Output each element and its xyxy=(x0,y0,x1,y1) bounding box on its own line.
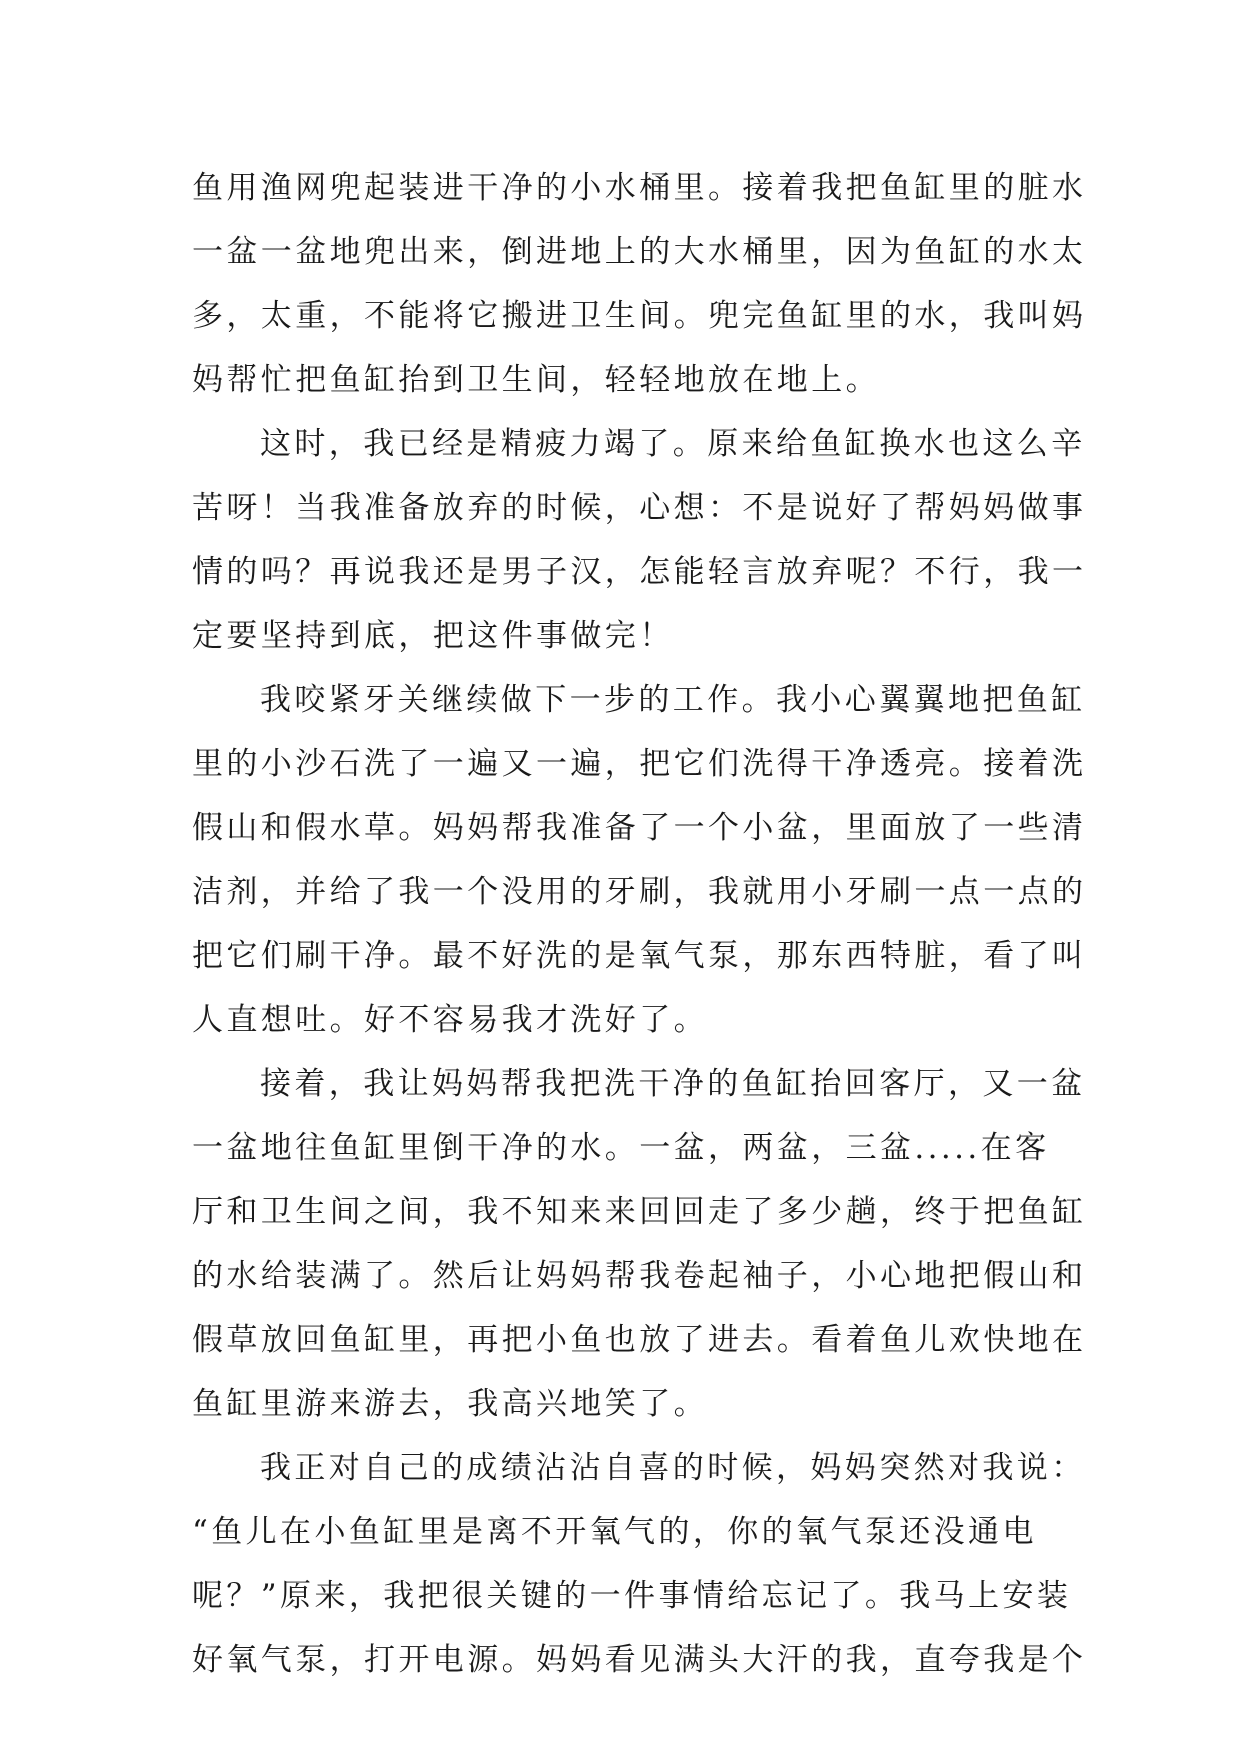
paragraph-first-line: 这时，我已经是精疲力竭了。原来给鱼缸换水也这么辛 xyxy=(260,426,1086,462)
text-line: 呢？”原来，我把很关键的一件事情给忘记了。我马上安装 xyxy=(192,1578,1072,1614)
text-line: 定要坚持到底，把这件事做完！ xyxy=(192,618,674,654)
text-line: 苦呀！当我准备放弃的时候，心想：不是说好了帮妈妈做事 xyxy=(192,490,1087,526)
text-line: 鱼缸里游来游去，我高兴地笑了。 xyxy=(192,1386,708,1422)
paragraph-first-line: 我咬紧牙关继续做下一步的工作。我小心翼翼地把鱼缸 xyxy=(260,682,1086,718)
text-line: “鱼儿在小鱼缸里是离不开氧气的，你的氧气泵还没通电 xyxy=(192,1514,1037,1550)
text-line: 好氧气泵，打开电源。妈妈看见满头大汗的我，直夸我是个 xyxy=(192,1642,1087,1678)
text-line: 情的吗？再说我还是男子汉，怎能轻言放弃呢？不行，我一 xyxy=(192,554,1087,590)
text-line: 假草放回鱼缸里，再把小鱼也放了进去。看着鱼儿欢快地在 xyxy=(192,1322,1087,1358)
text-line: 鱼用渔网兜起装进干净的小水桶里。接着我把鱼缸里的脏水 xyxy=(192,170,1087,206)
text-line: 妈帮忙把鱼缸抬到卫生间，轻轻地放在地上。 xyxy=(192,362,880,398)
essay-body xyxy=(192,156,1087,1692)
text-line: 一盆地往鱼缸里倒干净的水。一盆，两盆，三盆.....在客 xyxy=(192,1130,1050,1166)
paragraph-first-line: 我正对自己的成绩沾沾自喜的时候，妈妈突然对我说： xyxy=(260,1450,1086,1486)
text-line: 厅和卫生间之间，我不知来来回回走了多少趟，终于把鱼缸 xyxy=(192,1194,1087,1230)
paragraph-first-line: 接着，我让妈妈帮我把洗干净的鱼缸抬回客厅，又一盆 xyxy=(260,1066,1086,1102)
text-line: 把它们刷干净。最不好洗的是氧气泵，那东西特脏，看了叫 xyxy=(192,938,1087,974)
text-line: 洁剂，并给了我一个没用的牙刷，我就用小牙刷一点一点的 xyxy=(192,874,1087,910)
text-line: 一盆一盆地兜出来，倒进地上的大水桶里，因为鱼缸的水太 xyxy=(192,234,1087,270)
text-line: 的水给装满了。然后让妈妈帮我卷起袖子，小心地把假山和 xyxy=(192,1258,1087,1294)
text-line: 里的小沙石洗了一遍又一遍，把它们洗得干净透亮。接着洗 xyxy=(192,746,1087,782)
text-line: 多，太重，不能将它搬进卫生间。兜完鱼缸里的水，我叫妈 xyxy=(192,298,1087,334)
text-line: 人直想吐。好不容易我才洗好了。 xyxy=(192,1002,708,1038)
text-line: 假山和假水草。妈妈帮我准备了一个小盆，里面放了一些清 xyxy=(192,810,1087,846)
